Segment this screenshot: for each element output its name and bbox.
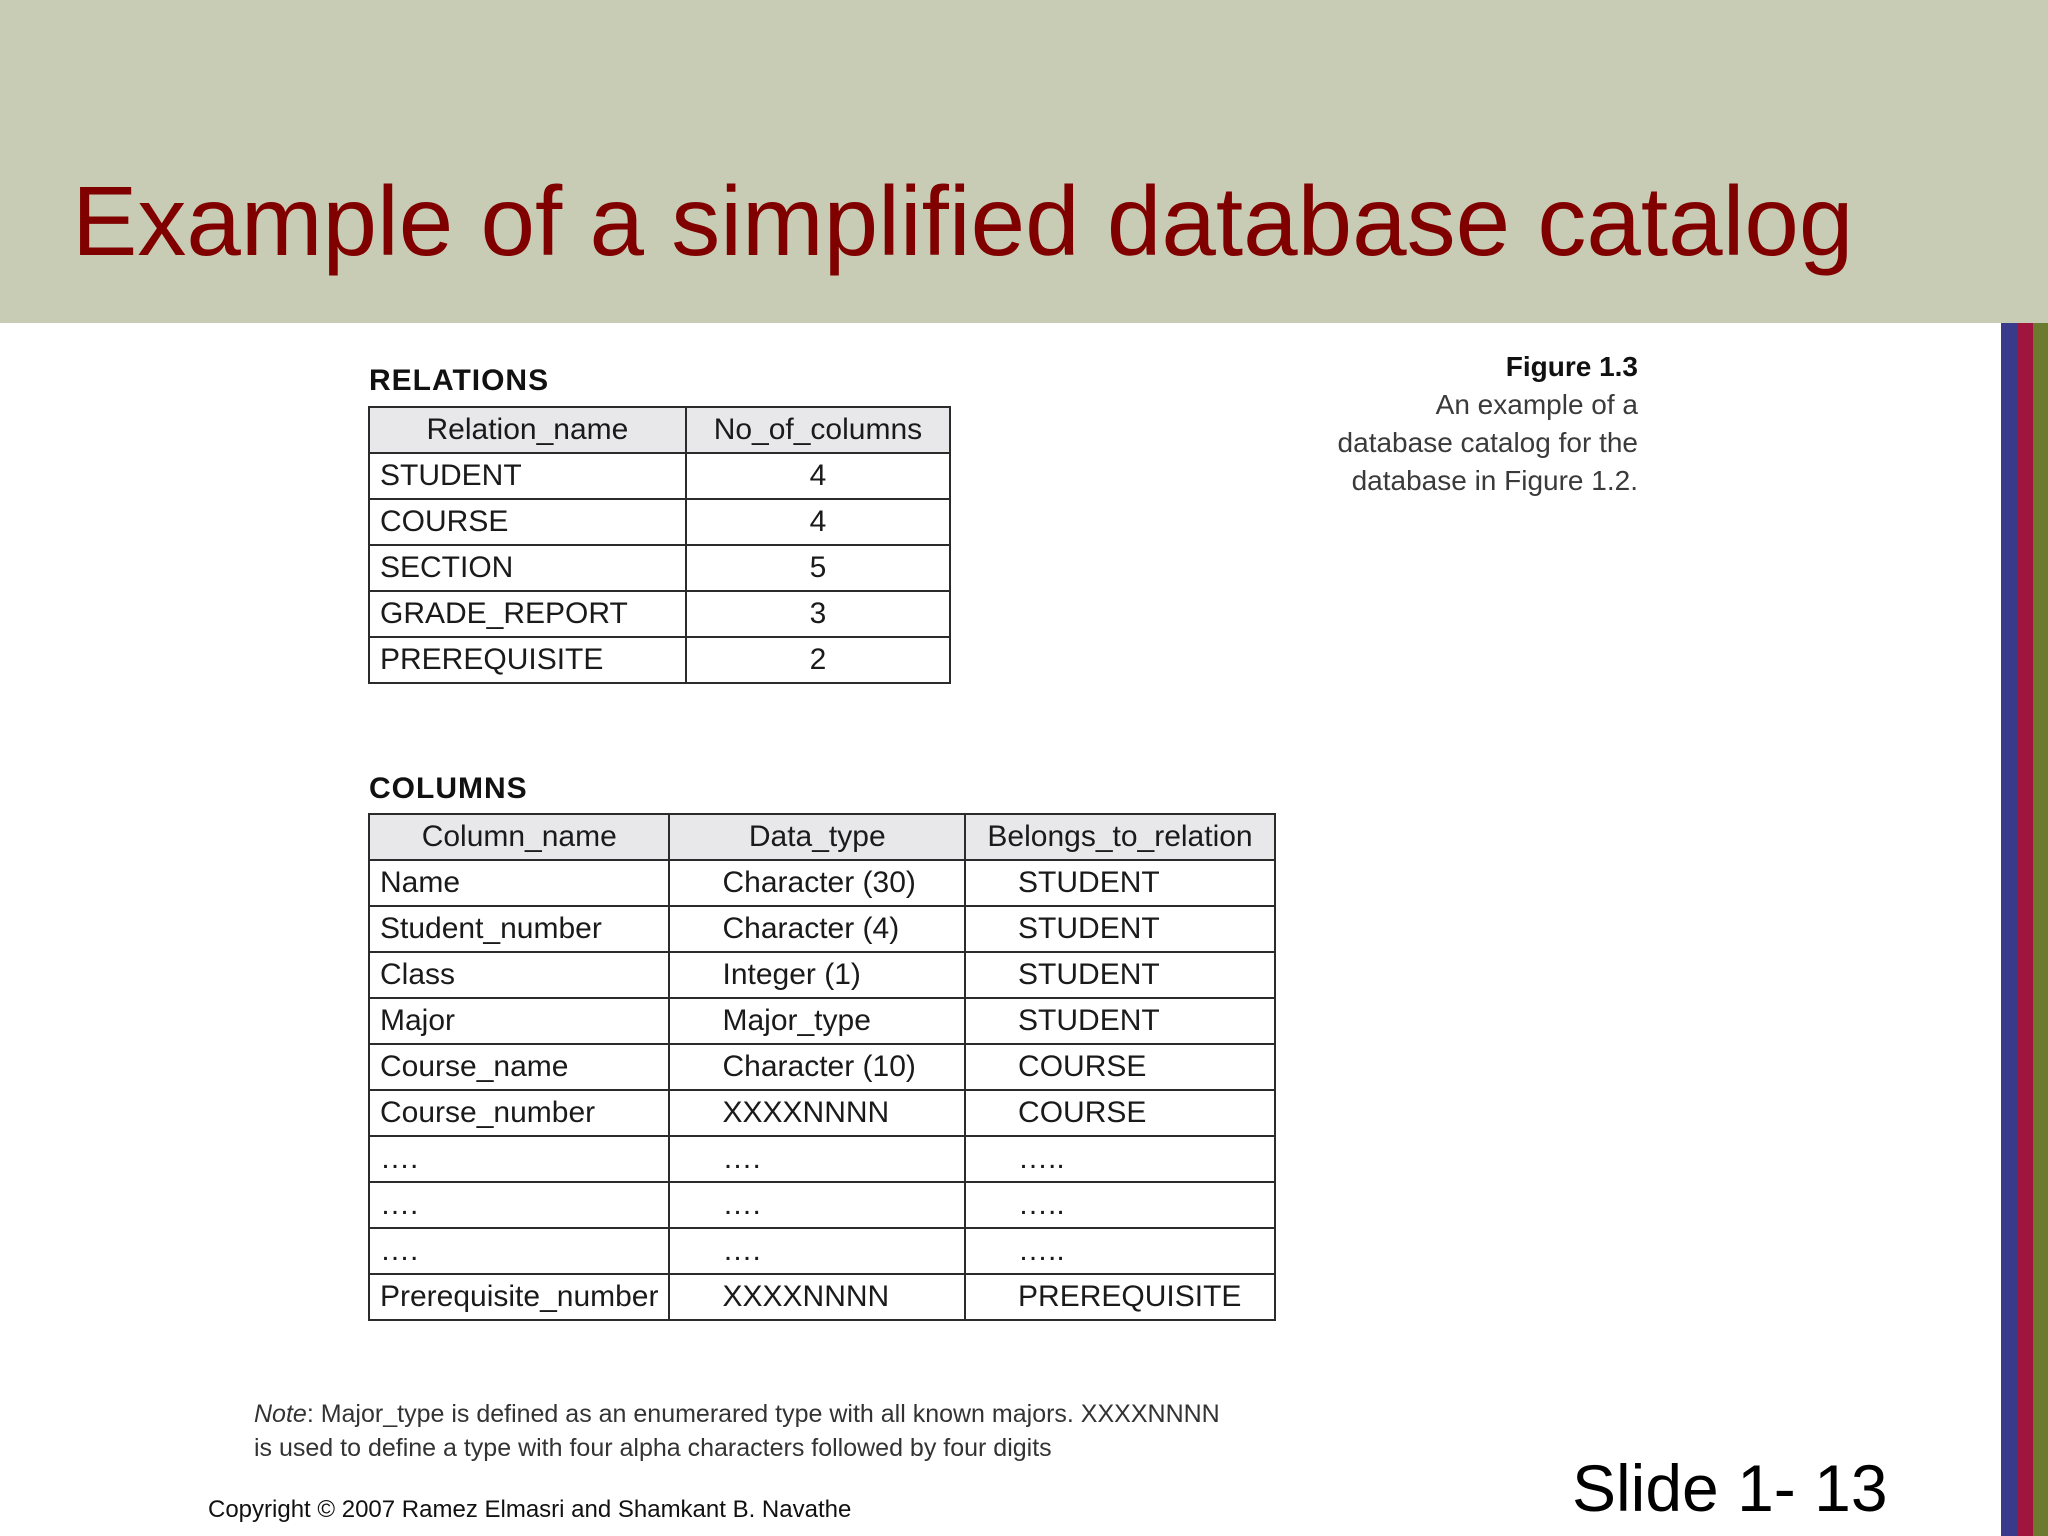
footnote	[254, 1397, 1220, 1465]
table-cell: COURSE	[965, 1044, 1275, 1090]
table-cell: Integer (1)	[669, 952, 965, 998]
table-cell: Character (10)	[669, 1044, 965, 1090]
table-row	[369, 1274, 1275, 1320]
table-cell: 2	[686, 637, 950, 683]
table-cell: Major	[369, 998, 669, 1044]
table-row	[369, 1090, 1275, 1136]
table-cell: 4	[686, 499, 950, 545]
table-cell: XXXXNNNN	[669, 1274, 965, 1320]
columns-header-row	[369, 814, 1275, 860]
table-cell: STUDENT	[369, 453, 686, 499]
table-cell: …..	[965, 1136, 1275, 1182]
table-cell: ….	[369, 1182, 669, 1228]
table-row	[369, 637, 950, 683]
table-cell: …..	[965, 1228, 1275, 1274]
table-cell: 5	[686, 545, 950, 591]
relations-header-relation-name: Relation_name	[369, 407, 686, 453]
table-cell: STUDENT	[965, 860, 1275, 906]
table-cell: PREREQUISITE	[369, 637, 686, 683]
relations-header-row	[369, 407, 950, 453]
relations-header-no-of-columns: No_of_columns	[686, 407, 950, 453]
table-row	[369, 499, 950, 545]
table-cell: …..	[965, 1182, 1275, 1228]
table-cell: Class	[369, 952, 669, 998]
table-row	[369, 545, 950, 591]
caption-line: database in Figure 1.2.	[1351, 465, 1638, 496]
table-cell: Character (4)	[669, 906, 965, 952]
table-cell: Name	[369, 860, 669, 906]
table-cell: Course_number	[369, 1090, 669, 1136]
columns-body	[369, 860, 1275, 1320]
table-cell: STUDENT	[965, 998, 1275, 1044]
table-cell: ….	[669, 1136, 965, 1182]
table-row	[369, 998, 1275, 1044]
table-cell: ….	[369, 1136, 669, 1182]
table-cell: COURSE	[369, 499, 686, 545]
table-cell: XXXXNNNN	[669, 1090, 965, 1136]
table-cell: ….	[669, 1228, 965, 1274]
table-row	[369, 591, 950, 637]
relations-title: RELATIONS	[369, 364, 550, 397]
columns-header-data-type: Data_type	[669, 814, 965, 860]
note-line-2: is used to define a type with four alpha characters followed by four digits	[254, 1434, 1052, 1462]
table-row	[369, 860, 1275, 906]
table-cell: 3	[686, 591, 950, 637]
table-cell: STUDENT	[965, 906, 1275, 952]
figure-label: Figure 1.3	[1505, 351, 1638, 382]
table-cell: Major_type	[669, 998, 965, 1044]
table-cell: Student_number	[369, 906, 669, 952]
table-cell: Course_name	[369, 1044, 669, 1090]
note-line-1: : Major_type is defined as an enumerared type with all known majors. XXXXNNNN	[306, 1400, 1220, 1428]
columns-title: COLUMNS	[369, 772, 528, 805]
stripe-red	[2017, 323, 2033, 1536]
relations-body	[369, 453, 950, 683]
stripe-olive	[2033, 323, 2048, 1536]
table-cell: ….	[369, 1228, 669, 1274]
table-row	[369, 952, 1275, 998]
copyright: Copyright © 2007 Ramez Elmasri and Shamkant B. Navathe	[208, 1496, 852, 1523]
table-cell: PREREQUISITE	[965, 1274, 1275, 1320]
slide-number: Slide 1- 13	[1572, 1451, 1888, 1525]
figure-caption	[1338, 348, 1638, 500]
columns-table	[368, 813, 1276, 1321]
table-cell: Prerequisite_number	[369, 1274, 669, 1320]
table-row	[369, 1136, 1275, 1182]
table-row	[369, 1182, 1275, 1228]
columns-header-belongs-to-relation: Belongs_to_relation	[965, 814, 1275, 860]
caption-line: An example of a	[1435, 389, 1638, 420]
table-cell: SECTION	[369, 545, 686, 591]
relations-table	[368, 406, 951, 684]
note-label: Note	[254, 1400, 307, 1428]
table-row	[369, 1228, 1275, 1274]
table-cell: Character (30)	[669, 860, 965, 906]
table-cell: 4	[686, 453, 950, 499]
table-row	[369, 1044, 1275, 1090]
table-cell: GRADE_REPORT	[369, 591, 686, 637]
columns-header-column-name: Column_name	[369, 814, 669, 860]
table-cell: STUDENT	[965, 952, 1275, 998]
table-row	[369, 906, 1275, 952]
table-cell: ….	[669, 1182, 965, 1228]
table-row	[369, 453, 950, 499]
stripe-blue	[2001, 323, 2017, 1536]
table-cell: COURSE	[965, 1090, 1275, 1136]
caption-line: database catalog for the	[1337, 427, 1638, 458]
slide-title: Example of a simplified database catalog	[72, 166, 1854, 276]
